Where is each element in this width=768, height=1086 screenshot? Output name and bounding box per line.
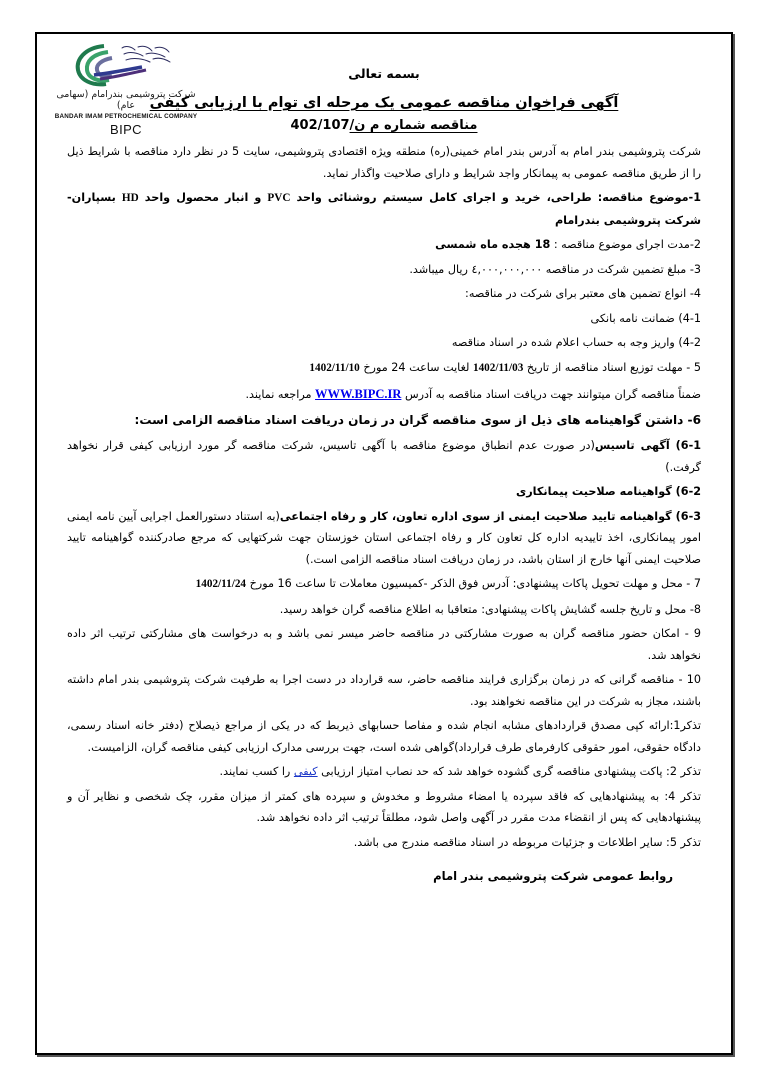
- document-body: [63, 141, 705, 887]
- paragraph-item-9: 9 - امکان حضور مناقصه گران به صورت مشارکتی در مناقصه حاضر میسر نمی باشد و به درخواست های مشارکتی ترتیب اثر داده نخواهد شد.: [67, 627, 701, 662]
- paragraph-item-7: [67, 573, 701, 596]
- page-title: آگهی فراخوان مناقصه عمومی یک مرحله ای توام با ارزیابی کیفی: [149, 95, 619, 111]
- paragraph-item-6-1: [67, 435, 701, 478]
- tender-number-value: 402/107: [290, 118, 350, 133]
- paragraph-item-8: 8- محل و تاریخ جلسه گشایش پاکات پیشنهادی: متعاقبا به اطلاع مناقصه گران خواهد رسید.: [279, 602, 701, 616]
- paragraph-item-1: [67, 187, 701, 231]
- item6-3-label: 6-3) گواهینامه تایید صلاحیت ایمنی از سوی اداره تعاون، کار و رفاه اجتماعی: [279, 509, 702, 523]
- item3-guarantee-amount: ٤,٠٠٠,٠٠٠,٠٠٠: [471, 262, 543, 276]
- item2-duration: 18 هجده ماه شمسی: [435, 238, 551, 251]
- paragraph-item-6-heading: 6- داشتن گواهینامه های ذیل از سوی مناقصه گران در زمان دریافت اسناد مناقصه الزامی است:: [134, 413, 701, 427]
- document-page-frame: [35, 32, 733, 1055]
- paragraph-item-4: 4- انواع تضمین های معتبر برای شرکت در مناقصه:: [465, 287, 701, 300]
- paragraph-item-4-1: 4-1) ضمانت نامه بانکی: [590, 311, 701, 325]
- paragraph-item-3: [67, 259, 701, 281]
- item1-text-b: و انبار محصول واحد: [138, 191, 268, 204]
- logo-company-name-en: BANDAR IMAM PETROCHEMICAL COMPANY: [54, 113, 198, 120]
- bipc-website-link[interactable]: WWW.BIPC.IR: [315, 387, 402, 401]
- item5-text-b: لغایت ساعت 24 مورخ: [359, 360, 473, 374]
- item3-prefix: 3- مبلغ تضمین شرکت در مناقصه: [542, 262, 701, 276]
- paragraph-item-2: [67, 234, 701, 256]
- paragraph-intro: شرکت پتروشیمی بندر امام به آدرس بندر امام خمینی(ره) منطقه ویژه اقتصادی پتروشیمی، سایت 5 در نظر دارد مناقصه با شرایط ذیل را از طریق مناقصه عمومی به پیمانکار واجد شرایط و دارای صلاحیت واگذار نماید.: [67, 145, 701, 180]
- paragraph-note-2: [67, 761, 701, 783]
- item6-1-text: (در صورت عدم انطباق موضوع مناقصه با آگهی تاسیس، شرکت مناقصه گر مورد ارزیابی کیفی قرار نخواهد گرفت.): [67, 439, 701, 474]
- tender-number-prefix: مناقصه شماره م ن/: [349, 118, 478, 133]
- basmala-text: بسمه تعالی: [348, 66, 420, 81]
- paragraph-item-6-2: 6-2) گواهینامه صلاحیت پیمانکاری: [515, 485, 701, 499]
- note2-keyword-qualitative: کیفی: [293, 765, 318, 779]
- item1-text-c: بسپاران- شرکت پتروشیمی بندرامام: [67, 191, 701, 227]
- signature-line: روابط عمومی شرکت پتروشیمی بندر امام: [433, 869, 673, 884]
- item5-text-a: 5 - مهلت توزیع اسناد مناقصه از تاریخ: [523, 360, 701, 374]
- item3-suffix: ریال میباشد.: [409, 262, 472, 276]
- item2-prefix: 2-مدت اجرای موضوع مناقصه :: [550, 238, 701, 251]
- paragraph-item-5: [67, 357, 701, 380]
- item6-1-label: 6-1) آگهی تاسیس: [594, 439, 701, 453]
- logo-abbreviation: BIPC: [110, 122, 142, 137]
- paragraph-note-4: تذکر 4: به پیشنهادهایی که فاقد سپرده یا امضاء مشروط و مخدوش و سپرده های کمتر از میزان مقرر، چک شخصی و نظایر آن و پیشنهادهایی که پس از انقضاء مدت مقرر در آگهی واصل شود، مطلقاً ترتیب اثر داده نخواهد شد.: [67, 789, 701, 825]
- item5-note-b: مراجعه نمایند.: [245, 388, 316, 401]
- note2-text-a: تذکر 2: پاکت پیشنهادی مناقصه گری گشوده خواهد شد که حد نصاب امتیاز ارزیابی: [317, 765, 701, 779]
- logo-company-name-fa: شرکت پتروشیمی بندرامام (سهامی عام): [56, 89, 196, 111]
- tender-number-line: [63, 118, 705, 133]
- item7-deadline-date: 1402/11/24: [195, 578, 247, 591]
- document-header: [63, 42, 705, 133]
- item5-date-end: 1402/11/10: [309, 361, 360, 374]
- item1-label: 1-موضوع مناقصه:: [591, 191, 701, 204]
- item5-date-start: 1402/11/03: [472, 361, 524, 374]
- item7-text: 7 - محل و مهلت تحویل پاکات پیشنهادی: آدرس فوق الذکر -کمیسیون معاملات تا ساعت 16 مورخ: [246, 577, 701, 591]
- item1-text-a: طراحی، خرید و اجرای کامل سیستم روشنائی واحد: [290, 191, 592, 204]
- document-content: [37, 34, 731, 1053]
- note2-text-b: را کسب نمایند.: [219, 765, 294, 779]
- item1-pvc: PVC: [267, 192, 291, 204]
- paragraph-item-6-3: [67, 506, 701, 571]
- paragraph-item-10: 10 - مناقصه گرانی که در زمان برگزاری فرایند مناقصه حاضر، سه قرارداد در دست اجرا به طرفیت شرکت پتروشیمی بندر امام داشته باشند، مجاز به شرکت در این مناقصه نخواهند بود.: [67, 673, 701, 708]
- paragraph-item-4-2: 4-2) واریز وجه به حساب اعلام شده در اسناد مناقصه: [451, 336, 701, 349]
- item6-3-text: (به استناد دستورالعمل اجرایی آیین نامه ایمنی امور پیمانکاری، اخذ تاییدیه اداره کل تعاون کار و رفاه اجتماعی استان خوزستان جهت شرکتهایی که مرجع صادرکننده گواهینامه تایید صلاحیت ایمنی آنها خارج از استان باشد، در زمان دریافت اسناد مناقصه الزامی است.): [67, 509, 701, 566]
- item1-hd: HD: [121, 192, 139, 204]
- item5-note-a: ضمناً مناقصه گران میتوانند جهت دریافت اسناد مناقصه به آدرس: [401, 388, 701, 401]
- paragraph-item-5-note: [67, 382, 701, 406]
- paragraph-note-1: تذکر1:ارائه کپی مصدق قراردادهای مشابه انجام شده و مفاصا حسابهای ذیربط که در یکی از مراجع ذیصلاح (دفتر خانه اسناد رسمی، دادگاه حقوقی، امور حقوقی کارفرمای طرف قرارداد)گواهی شده است، جهت بررسی مدارک ارزیابی کیفی مناقصه گران، الزامیست.: [67, 719, 701, 754]
- paragraph-note-5: تذکر 5: سایر اطلاعات و جزئیات مربوطه در اسناد مناقصه مندرج می باشد.: [353, 835, 701, 849]
